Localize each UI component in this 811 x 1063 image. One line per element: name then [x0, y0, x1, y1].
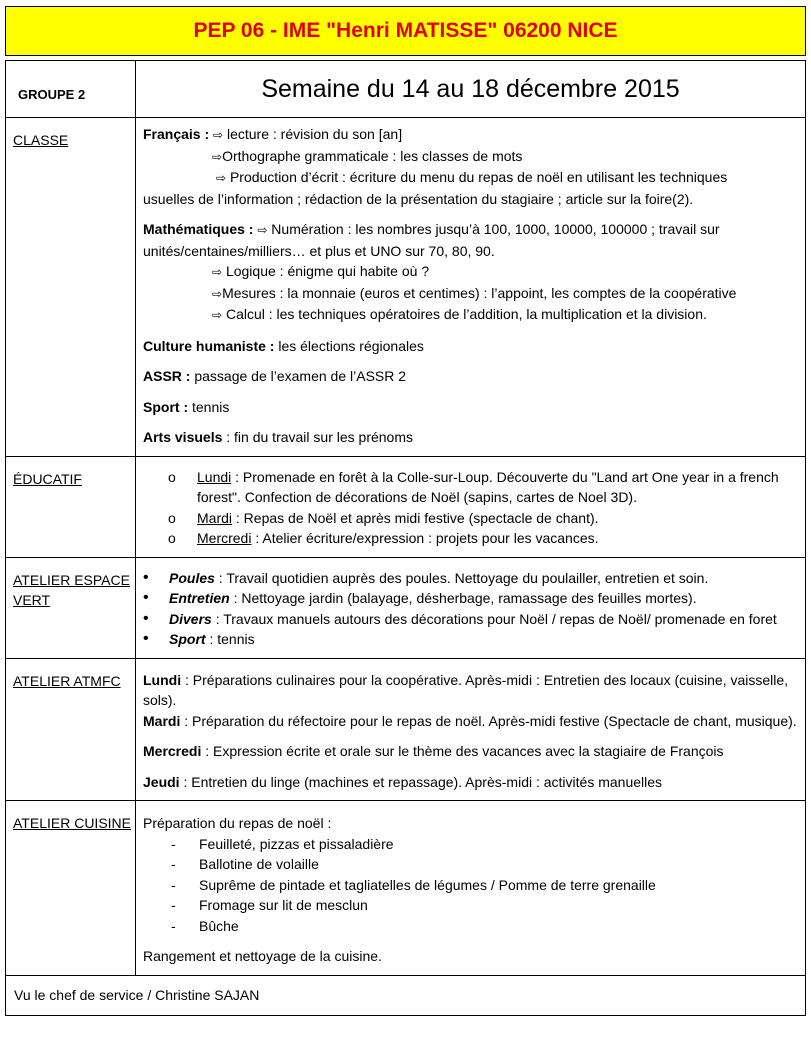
list-item: o Mercredi : Atelier écriture/expression : projets pour les vacances.	[143, 528, 799, 549]
maths-title: Mathématiques :	[143, 221, 254, 237]
maths-line-4: Calcul : les techniques opératoires de l’addition, la multiplication et la division.	[222, 306, 707, 322]
list-item: o Mardi : Repas de Noël et après midi festive (spectacle de chant).	[143, 508, 799, 529]
maths-line-1b: unités/centaines/milliers… et plus et UNO sur 70, 80, 90.	[143, 242, 495, 259]
atmfc-mercredi: Mercredi : Expression écrite et orale sur le thème des vacances avec la stagiaire de François	[143, 743, 724, 759]
cuisine-menu-list	[143, 834, 799, 937]
atmfc-label-cell	[6, 658, 136, 801]
arrow-icon: ⇨	[212, 149, 223, 164]
espace-vert-label: ATELIER ESPACE VERT	[13, 571, 130, 608]
classe-label: CLASSE	[13, 132, 69, 148]
espace-vert-content	[136, 557, 806, 658]
atmfc-lundi: Lundi : Préparations culinaires pour la coopérative. Après-midi : Entretien des locaux (cuisine, vaisselle, sols).	[143, 671, 789, 708]
arrow-icon: ⇨	[212, 286, 223, 301]
educatif-label-cell	[6, 456, 136, 557]
cuisine-intro: Préparation du repas de noël :	[143, 815, 332, 831]
atmfc-jeudi: Jeudi : Entretien du linge (machines et repassage). Après-midi : activités manuelles	[143, 773, 663, 790]
atmfc-content	[136, 658, 806, 801]
educatif-content	[136, 456, 806, 557]
espace-vert-list	[143, 568, 799, 650]
list-item: - Fromage sur lit de mesclun	[143, 895, 799, 916]
francais-title: Français :	[143, 126, 210, 142]
document-title: PEP 06 - IME "Henri MATISSE" 06200 NICE	[5, 6, 806, 56]
educatif-list	[143, 467, 799, 549]
arrow-icon: ⇨	[212, 308, 223, 322]
francais-line-3b: usuelles de l’information ; rédaction de la présentation du stagiaire ; article sur la foire(2).	[143, 190, 694, 207]
educatif-label: ÉDUCATIF	[13, 470, 82, 487]
group-label: GROUPE 2	[6, 61, 136, 118]
classe-label-cell	[6, 118, 136, 457]
cuisine-label: ATELIER CUISINE	[13, 815, 131, 831]
maths-line-1a: Numération : les nombres jusqu’à 100, 1000, 10000, 100000 ; travail sur	[267, 221, 720, 237]
assr-line: ASSR : passage de l’examen de l’ASSR 2	[143, 368, 407, 384]
list-item: o Lundi : Promenade en forêt à la Colle-sur-Loup. Découverte du "Land art One year in a french forest". Confection de décorations de Noël (sapins, cartes de Noel 3D).	[143, 467, 799, 508]
classe-content	[136, 118, 806, 457]
atmfc-row	[6, 658, 806, 801]
list-item: • Entretien : Nettoyage jardin (balayage, désherbage, ramassage des feuilles mortes).	[143, 588, 799, 609]
list-item: • Divers : Travaux manuels autours des décorations pour Noël / repas de Noël/ promenade en foret	[143, 609, 799, 630]
atmfc-mardi: Mardi : Préparation du réfectoire pour le repas de noël. Après-midi festive (Spectacle de chant, musique).	[143, 712, 797, 729]
espace-vert-row	[6, 557, 806, 658]
list-item: • Poules : Travail quotidien auprès des poules. Nettoyage du poulailler, entretien et soin.	[143, 568, 799, 589]
maths-line-2: Logique : énigme qui habite où ?	[222, 263, 430, 279]
cuisine-row	[6, 801, 806, 976]
culture-line: Culture humaniste : les élections régionales	[143, 337, 424, 354]
francais-line-2: Orthographe grammaticale : les classes de mots	[222, 147, 523, 164]
schedule-table	[5, 60, 806, 1016]
cuisine-closing: Rangement et nettoyage de la cuisine.	[143, 948, 382, 964]
footer-row	[6, 975, 806, 1016]
arrow-icon: ⇨	[216, 171, 227, 185]
cuisine-content	[136, 801, 806, 976]
week-title: Semaine du 14 au 18 décembre 2015	[136, 61, 806, 118]
document	[5, 6, 806, 1016]
sport-line: Sport : tennis	[143, 398, 230, 415]
list-item: - Suprême de pintade et tagliatelles de légumes / Pomme de terre grenaille	[143, 875, 799, 896]
classe-row	[6, 118, 806, 457]
arrow-icon: ⇨	[257, 223, 268, 237]
francais-block	[143, 124, 799, 209]
francais-line-3a: Production d’écrit : écriture du menu du repas de noël en utilisant les techniques	[226, 169, 728, 185]
atmfc-label: ATELIER ATMFC	[13, 672, 121, 689]
list-item: • Sport : tennis	[143, 629, 799, 650]
educatif-row	[6, 456, 806, 557]
list-item: - Ballotine de volaille	[143, 854, 799, 875]
footer-signature: Vu le chef de service / Christine SAJAN	[6, 975, 806, 1016]
list-item: - Feuilleté, pizzas et pissaladière	[143, 834, 799, 855]
arrow-icon: ⇨	[212, 265, 223, 279]
week-row	[6, 61, 806, 118]
cuisine-label-cell	[6, 801, 136, 976]
list-item: - Bûche	[143, 916, 799, 937]
maths-block	[143, 219, 799, 326]
arts-line: Arts visuels : fin du travail sur les prénoms	[143, 429, 414, 445]
maths-line-3: Mesures : la monnaie (euros et centimes) : l’appoint, les comptes de la coopérative	[222, 284, 737, 301]
arrow-icon: ⇨	[213, 128, 224, 142]
espace-vert-label-cell	[6, 557, 136, 658]
francais-line-1: lecture : révision du son [an]	[223, 126, 403, 142]
